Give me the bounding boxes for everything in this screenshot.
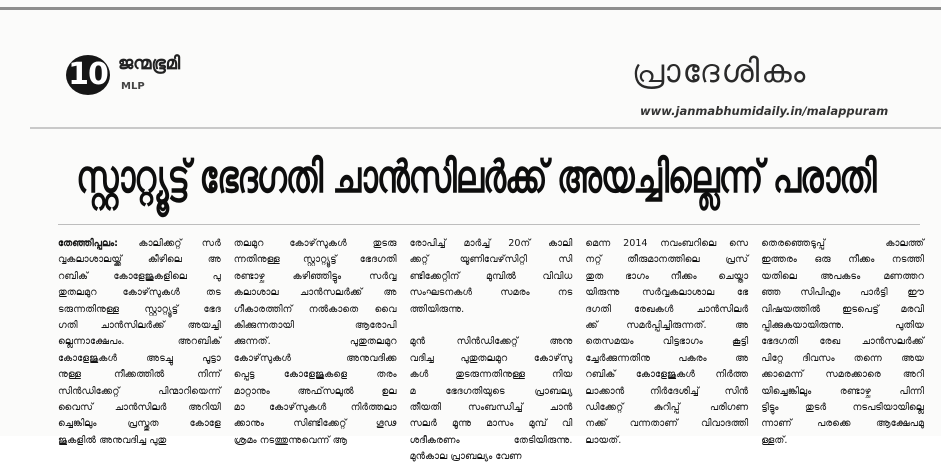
article-line: തേഞ്ഞിപ്പലം: കാലിക്കറ്റ് സര്‍ bbox=[58, 238, 221, 249]
article-line: ഗതി ചാന്‍സിലര്‍ക്ക് അയച്ചി bbox=[58, 320, 221, 332]
article-line: മെന്ന 2014 നവംബറിലെ സെ bbox=[585, 238, 749, 249]
article-line: ച്ചേര്‍ക്കുന്നതിനു പകരം അ bbox=[585, 352, 749, 364]
article-line: നറ്റ് തീരുമാനത്തിലെ പ്രസ് bbox=[585, 254, 749, 266]
article-line: നുള്ള നീക്കത്തില്‍ നിന്ന് bbox=[58, 369, 221, 381]
article-line: വിഷയത്തില്‍ ഇടപെട്ട് മരവി bbox=[761, 303, 924, 315]
article-line: വദിച്ച പുതുതലമുറ കോഴ്‌സു bbox=[409, 352, 573, 364]
article-line: ണ്ടിക്കേറ്റിന് മുമ്പില്‍ വിവിധ bbox=[409, 270, 573, 282]
article-line: നക്ക് വന്നതാണ് വിവാദത്തി bbox=[585, 418, 749, 430]
article-line: തെസമയം വിട്ടഭാഗം കൂട്ടി bbox=[585, 336, 749, 348]
article-line: യതിലെ അപകടം മണത്തറ bbox=[761, 270, 924, 282]
article-line: മുന്‍ സിന്‍ഡിക്കേറ്റ് അനു bbox=[409, 336, 573, 348]
article-column bbox=[58, 236, 221, 446]
article-line: രണ്ടാഴ്ച കഴിഞ്ഞിട്ടും സര്‍വ്വ bbox=[233, 270, 397, 282]
article-dateline: തേഞ്ഞിപ്പലം: bbox=[58, 238, 139, 249]
article-line: പിറ്റേ ദിവസം തന്നെ അയ bbox=[761, 352, 924, 364]
article-headline: സ്റ്റാറ്റ്യൂട്ട് ഭേദഗതി ചാന്‍സിലര്‍ക്ക് അയച്ചില്ലെന്ന് പരാതി bbox=[76, 150, 876, 203]
article-column bbox=[409, 236, 573, 463]
article-line: ഇത്തരം ഒരു നീക്കം നടത്തി bbox=[761, 254, 924, 266]
article-line: തുതലമുറ കോഴ്‌സുകള്‍ തട bbox=[58, 287, 221, 299]
article-line: കോളേജുകള്‍ അടച്ചു പൂട്ടാ bbox=[58, 352, 221, 364]
article-column bbox=[761, 236, 924, 446]
page-number-badge: 10 bbox=[66, 55, 110, 95]
article-line: തുത ഭാഗം നീക്കം ചെയ്താ bbox=[585, 270, 749, 282]
article-line: സിന്‍ഡിക്കേറ്റ് പിന്മാറിയെന്ന് bbox=[58, 385, 221, 397]
article-line: കള്‍ തുടരുന്നതിനുള്ള നിയ bbox=[409, 369, 573, 381]
article-line: ഗീകാരത്തിന് നല്‍കാതെ വൈ bbox=[233, 303, 397, 315]
website-url: www.janmabhumidaily.in/malappuram bbox=[640, 104, 889, 118]
article-line: ഡിക്കേറ്റ് കുറിപ്പ് പരിഗണ bbox=[585, 402, 749, 414]
top-rule bbox=[0, 7, 941, 10]
article-line: ള്ളത്. bbox=[761, 434, 788, 446]
newspaper-name: ജന്മഭൂമി bbox=[118, 53, 181, 74]
article-line: കലാശാല ചാന്‍സലര്‍ക്ക് അ bbox=[233, 287, 397, 299]
article-line: യിച്ചെങ്കിലും രണ്ടാഴ്ച പിന്നി bbox=[761, 385, 924, 397]
article-line: തെരഞ്ഞെടുപ്പ് കാലത്ത് bbox=[761, 238, 924, 249]
article-line: പ്പെട്ട കോളേജുകളെ തരം bbox=[233, 369, 397, 381]
article-line: ദഗതി രേഖകള്‍ ചാന്‍സിലര്‍ bbox=[585, 303, 749, 315]
article-line: ന്നാണ് പരക്കെ ആക്ഷേപമു bbox=[761, 418, 924, 430]
article-line: ച്ചെങ്കിലും പ്രസ്തുത കോളേ bbox=[58, 418, 221, 430]
article-column bbox=[585, 236, 749, 446]
article-line: ടരുന്നതിനുള്ള സ്റ്റാറ്റ്യൂട്ട് ഭേദ bbox=[58, 303, 221, 315]
article-line: മാ കോഴ്‌സുകള്‍ നിര്‍ത്തലാ bbox=[233, 402, 397, 414]
article-line: തലമുറ കോഴ്‌സുകള്‍ തുടരു bbox=[233, 238, 397, 249]
edition-code: MLP bbox=[121, 81, 145, 92]
article-line: വൈസ് ചാന്‍സിലര്‍ അറിയി bbox=[58, 402, 221, 414]
article-line: ക്കുന്നത്. പുതുതലമുറ bbox=[233, 336, 397, 348]
article-line: മ ഭേദഗതിയുടെ പ്രാബല്യ bbox=[409, 385, 573, 397]
article-line: ശ്രമം നടത്തുന്നുവെന്ന് ആ bbox=[233, 434, 348, 446]
article-line: ശദീകരണം തേടിയിരുന്നു. bbox=[409, 434, 573, 446]
article-line: ട്ടിട്ടും തുടര്‍ നടപടിയായില്ലെ bbox=[761, 402, 924, 414]
article-line: തീയതി സംബന്ധിച്ച് ചാന്‍ bbox=[409, 402, 573, 414]
article-line: ക്കാമെന്ന് സമരക്കാരെ അറി bbox=[761, 369, 924, 381]
article-line: ക്ക് സമര്‍പ്പിച്ചിരുന്നത്. അ bbox=[585, 320, 749, 332]
article-line: കോഴ്‌സുകള്‍ അനുവദിക്ക bbox=[233, 352, 397, 364]
article-line: രോപിച്ച് മാര്‍ച്ച് 20ന് കാലി bbox=[409, 238, 573, 249]
article-line: റബിക് കോളേജുകളിലെ പു bbox=[58, 270, 221, 282]
article-column bbox=[233, 236, 397, 446]
article-line: ഭേദഗതി രേഖ ചാന്‍സലര്‍ക്ക് bbox=[761, 336, 924, 348]
article-line: ന്നതിനുള്ള സ്റ്റാറ്റ്യൂട്ട് ഭേദഗതി bbox=[233, 254, 397, 266]
article-line bbox=[410, 318, 573, 334]
article-line: യിരുന്നു സര്‍വ്വകലാശാല ഭേ bbox=[585, 287, 749, 299]
section-title: പ്രാദേശികം bbox=[632, 52, 808, 90]
header-divider bbox=[30, 127, 941, 129]
article-line: ക്കറ്റ് യൂണിവേഴ്‌സിറ്റി സി bbox=[409, 254, 573, 266]
article-line: വ്വകലാശാലയ്ക്ക് കീഴിലെ അ bbox=[58, 254, 221, 266]
article-line: ലായത്. bbox=[585, 434, 622, 446]
article-line: ഞ്ഞ സിപിഎം പാര്‍ട്ടി ഈ bbox=[761, 287, 924, 299]
article-line: റബിക് കോളേജുകള്‍ നിര്‍ത്ത bbox=[585, 369, 749, 381]
article-line: ത്തിയിരുന്നു. bbox=[409, 303, 465, 315]
article-line: പ്പിക്കുകയായിരുന്നു. പുതിയ bbox=[761, 320, 924, 332]
article-line: സലര്‍ മൂന്നു മാസം മുമ്പ് വി bbox=[409, 418, 573, 430]
article-line: മാറ്റാനും അഫ്‌സലുല്‍ ഉല bbox=[233, 385, 397, 397]
article-line: കിക്കുന്നതായി ആരോപി bbox=[233, 320, 397, 332]
article-body bbox=[58, 236, 924, 463]
article-line: ജുകളില്‍ അനുവദിച്ച പുതു bbox=[58, 434, 167, 446]
article-line: ലാക്കാന്‍ നിര്‍ദേശിച്ച് സിന്‍ bbox=[585, 385, 749, 397]
headline-divider bbox=[58, 224, 920, 225]
article-line: സംഘടനകള്‍ സമരം നട bbox=[409, 287, 573, 299]
article-line: മുന്‍കാല പ്രാബല്യം വേണ bbox=[409, 451, 522, 463]
article-line: ല്ലെന്നാക്ഷേപം. അറബിക് bbox=[58, 336, 221, 348]
article-line: ക്കാനും സിണ്ടിക്കേറ്റ് ഗൂഢ bbox=[233, 418, 397, 430]
